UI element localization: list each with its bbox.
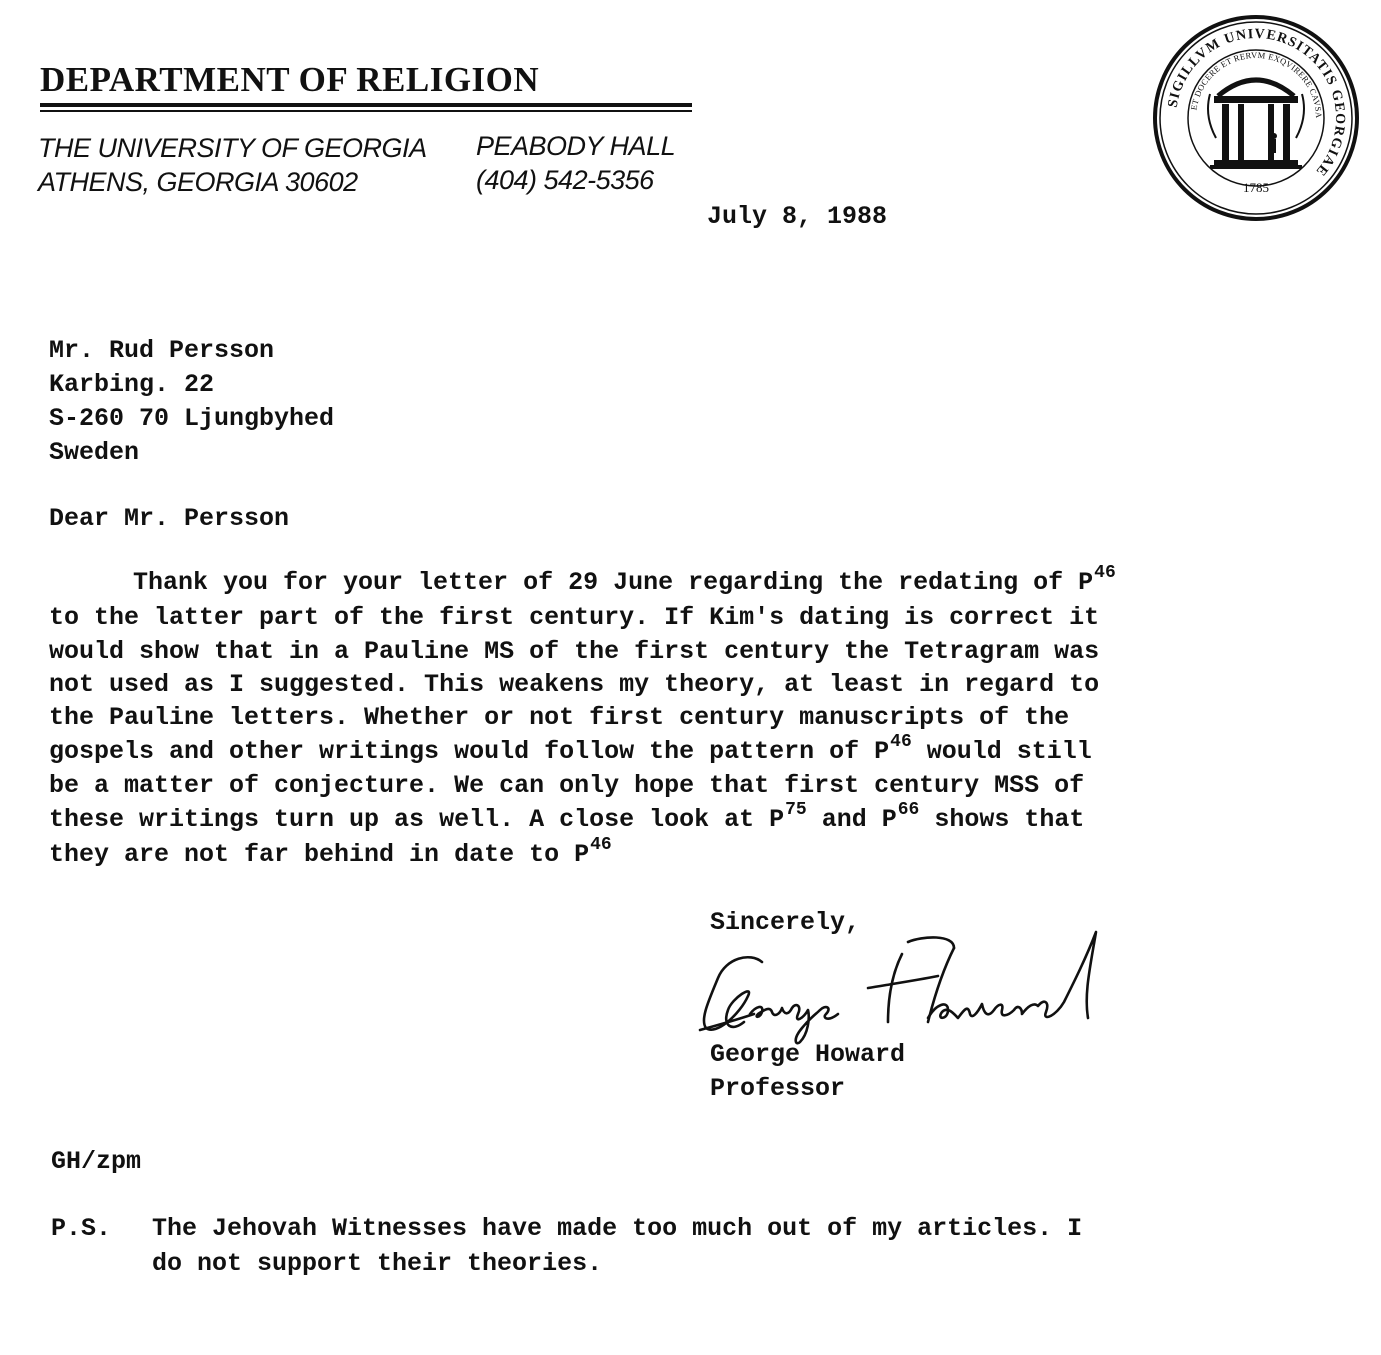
letter-date: July 8, 1988 [707,202,888,231]
phone-number: (404) 542-5356 [476,165,654,195]
body-line [133,563,1116,602]
seal-motto: ET DOCERE ET RERVM EXQVIRERE CAVSA [1188,49,1325,119]
superscript: 46 [590,835,612,855]
seal-legend: SIGILLVM UNIVERSITATIS GEORGIAE [1165,26,1348,179]
building-name: PEABODY HALL [476,131,676,161]
university-seal-icon [1152,14,1360,222]
body-text: these writings turn up as well. A close look at P [49,805,785,834]
superscript: 66 [897,800,920,820]
signer-name: George Howard [710,1040,906,1069]
handwritten-signature [692,918,1122,1048]
body-line: be a matter of conjecture. We can only hope that first century MSS of [49,771,1085,800]
body-text: gospels and other writings would follow the pattern of P [49,737,890,766]
department-title: DEPARTMENT OF RELIGION [40,60,540,99]
body-text: they are not far behind in date to P [49,840,590,869]
recipient-country: Sweden [49,438,140,467]
body-line [49,835,612,874]
body-line: would show that in a Pauline MS of the first century the Tetragram was [49,637,1100,666]
signer-title: Professor [710,1074,846,1103]
superscript: 46 [890,732,912,752]
recipient-postal: S-260 70 Ljungbyhed [49,404,335,433]
closing: Sincerely, [710,908,861,937]
body-line [49,732,1092,771]
body-text: shows that [919,805,1085,834]
superscript: 75 [785,800,807,820]
reference-initials: GH/zpm [51,1147,142,1176]
seal-year: 1785 [1243,180,1269,195]
postscript-line: do not support their theories. [152,1249,603,1278]
recipient-street: Karbing. 22 [49,370,215,399]
body-line: not used as I suggested. This weakens my theory, at least in regard to [49,670,1100,699]
body-text: Thank you for your letter of 29 June regarding the redating of P [133,568,1094,597]
postscript-line: The Jehovah Witnesses have made too much out of my articles. I [152,1214,1083,1243]
body-text: and P [806,805,897,834]
university-city: ATHENS, GEORGIA 30602 [38,167,358,197]
university-name: THE UNIVERSITY OF GEORGIA [38,133,427,163]
postscript-label: P.S. [51,1214,112,1243]
body-text: would still [911,737,1092,766]
letterhead-rule-thin [40,110,692,112]
letterhead-rule [40,103,692,107]
body-line: the Pauline letters. Whether or not first century manuscripts of the [49,703,1070,732]
body-line: to the latter part of the first century. If Kim's dating is correct it [49,603,1100,632]
superscript: 46 [1094,563,1116,583]
recipient-name: Mr. Rud Persson [49,336,275,365]
salutation: Dear Mr. Persson [49,504,290,533]
body-line [49,800,1085,839]
